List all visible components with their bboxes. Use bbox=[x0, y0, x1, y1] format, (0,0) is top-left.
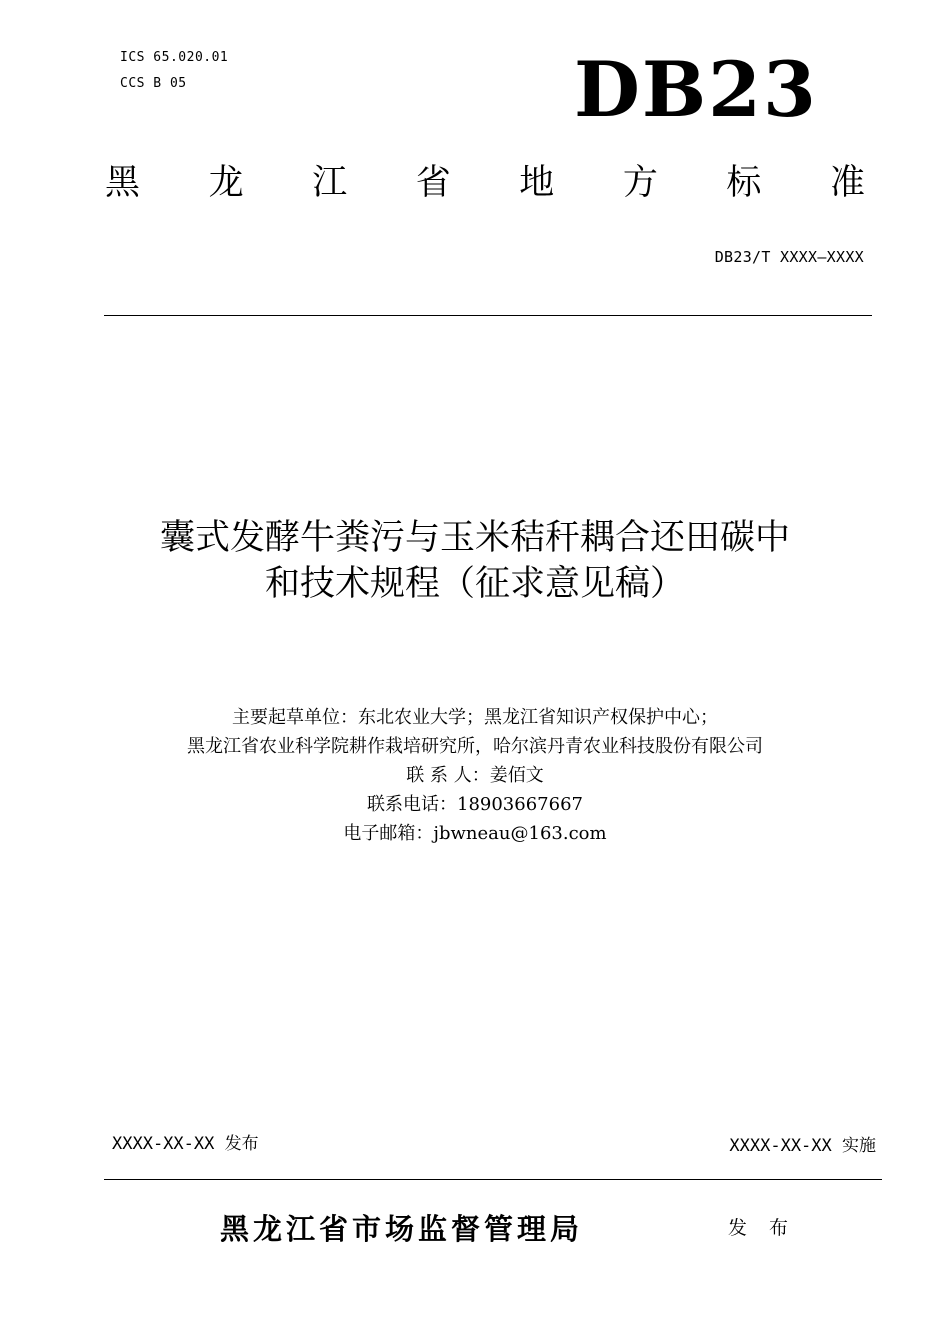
standard-type-char: 标 bbox=[726, 163, 762, 203]
issue-label: 发 布 bbox=[728, 1217, 797, 1239]
standard-type-char: 方 bbox=[622, 163, 658, 203]
standard-type-char: 地 bbox=[519, 163, 555, 203]
drafting-units-line-1: 主要起草单位：东北农业大学；黑龙江省知识产权保护中心； bbox=[232, 707, 718, 728]
contact-email: 电子邮箱：jbwneau@163.com bbox=[343, 823, 607, 844]
ics-code: ICS 65.020.01 bbox=[120, 50, 229, 65]
release-date: XXXX-XX-XX 发布 bbox=[112, 1134, 259, 1154]
standard-type-char: 省 bbox=[415, 163, 451, 203]
standard-type-char: 江 bbox=[312, 163, 348, 203]
drafting-units-line-2: 黑龙江省农业科学院耕作栽培研究所，哈尔滨丹青农业科技股份有限公司 bbox=[187, 736, 763, 757]
drafting-info bbox=[0, 703, 950, 848]
contact-person: 联 系 人：姜佰文 bbox=[406, 765, 544, 786]
standard-type-char: 黑 bbox=[105, 163, 141, 203]
implementation-date: XXXX-XX-XX 实施 bbox=[729, 1136, 876, 1156]
issuing-authority: 黑龙江省市场监督管理局 bbox=[220, 1212, 584, 1246]
bottom-divider bbox=[104, 1179, 882, 1180]
db-logo: DB23 bbox=[574, 45, 818, 134]
standard-type-char: 准 bbox=[829, 163, 865, 203]
contact-phone: 联系电话：18903667667 bbox=[367, 794, 583, 815]
standard-type-char: 龙 bbox=[208, 163, 244, 203]
title-line-2: 和技术规程（征求意见稿） bbox=[264, 564, 685, 604]
top-divider bbox=[104, 315, 872, 316]
ccs-code: CCS B 05 bbox=[120, 76, 187, 91]
title-line-1: 囊式发酵牛粪污与玉米秸秆耦合还田碳中 bbox=[159, 518, 790, 558]
standard-type-heading bbox=[105, 163, 865, 203]
standard-code: DB23/T XXXX—XXXX bbox=[714, 248, 864, 266]
document-title bbox=[0, 515, 950, 607]
